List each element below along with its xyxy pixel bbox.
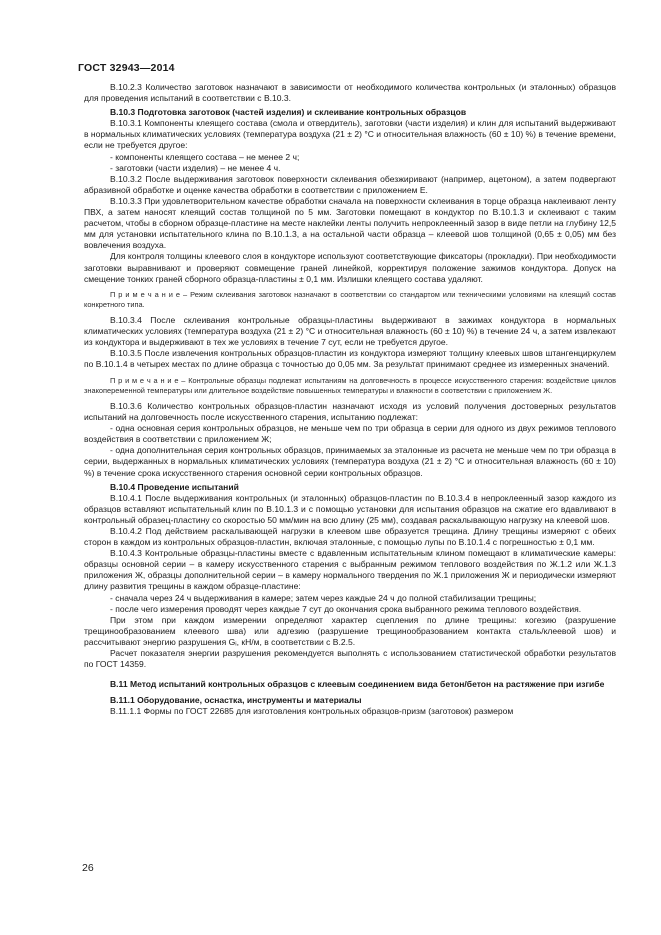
heading-b-11-1: В.11.1 Оборудование, оснастка, инструменты и материалы: [110, 695, 362, 706]
page-number: 26: [82, 862, 94, 874]
document-body: [84, 82, 616, 718]
list-item-additional-series: - одна дополнительная серия контрольных образцов, принимаемых за эталонные из расчета не меньше чем по три образца в серии, выдержанных в нормальных климатических условиях (температура воздуха (21 ± 2) °С и относительная влажность (60 ± 10) %) в течение срока искусственного старения основной серии контрольных образцов.: [84, 445, 616, 478]
paragraph-b-10-3-4: В.10.3.4 После склеивания контрольные образцы-пластины выдерживают в зажимах кондуктора в нормальных климатических условиях (температура воздуха (21 ± 2) °С и относительная влажность (60 ± 10) %) в течение 24 ч, а затем извлекают из кондуктора и выдерживают в тех же условиях в течение 7 сут, если не требуется другое.: [84, 315, 616, 348]
list-item-blanks: - заготовки (части изделия) – не менее 4 ч.: [110, 162, 281, 173]
paragraph-adhesion-character: При этом при каждом измерении определяют характер сцепления по длине трещины: когезию (разрушение трещинообразованием клеевого шва) или адгезию (разрушение трещинообразованием контакта сталь/клеевой шов) и рассчитывают энергию разрушения Gᵢ, кН/м, в соответствии с В.2.5.: [84, 614, 616, 647]
paragraph-b-10-3-1: В.10.3.1 Компоненты клеящего состава (смола и отвердитель), заготовки (части изделия) и клин для испытаний выдерживают в нормальных климатических условиях (температура воздуха (21 ± 2) °С и относительная влажность (60 ± 10) %) в течение времени, если не требуется другое:: [84, 118, 616, 151]
paragraph-glue-thickness-control: Для контроля толщины клеевого слоя в кондукторе используют соответствующие фиксаторы (прокладки). При необходимости заготовки выравнивают и проверяют совмещение граней линейкой, корректируя положение зажимов кондуктора. Допуск на смещение тонких граней сборного образца-пластины ± 0,1 мм. Излишки клеящего состава удаляют.: [84, 251, 616, 284]
paragraph-b-10-4-3: В.10.4.3 Контрольные образцы-пластины вместе с вдавленным испытательным клином помещают в климатические камеры: образцы основной серии – в камеру искусственного старения с выбранным режимом теплового воздействия по Ж.1.2 или Ж.1.3 приложения Ж, образцы дополнительной серии – в камеру нормального твердения по Ж.1 приложения Ж и периодически измеряют длину развития трещины в каждом образце-пластине:: [84, 548, 616, 592]
paragraph-energy-calculation: Расчет показателя энергии разрушения рекомендуется выполнять с использованием статистической обработки результатов по ГОСТ 14359.: [84, 648, 616, 670]
list-item-adhesive-components: - компоненты клеящего состава – не менее 2 ч;: [110, 151, 300, 162]
note-gluing-mode: П р и м е ч а н и е – Режим склеивания заготовок назначают в соответствии со стандартом или техническими условиями на клеящий состав конкретного типа.: [84, 289, 616, 309]
document-header: ГОСТ 32943—2014: [78, 62, 175, 74]
heading-b-10-4: В.10.4 Проведение испытаний: [110, 481, 239, 492]
paragraph-b-10-3-6: В.10.3.6 Количество контрольных образцов-пластин назначают исходя из условий получения достоверных результатов испытаний на долговечность после искусственного старения, испытанию подлежат:: [84, 400, 616, 423]
paragraph-b-10-3-2: В.10.3.2 После выдерживания заготовок поверхности склеивания обезжиривают (например, ацетоном), а затем подвергают абразивной обработке и оценке качества обработки в соответствии с приложением Е.: [84, 173, 616, 195]
section-heading-b-11: В.11 Метод испытаний контрольных образцов с клеевым соединением вида бетон/бетон на растяжение при изгибе: [110, 679, 605, 690]
paragraph-b-10-4-2: В.10.4.2 Под действием раскалывающей нагрузки в клеевом шве образуется трещина. Длину трещины измеряют с обеих сторон в каждом из контрольных образцов-пластин, включая эталонные, с помощью лупы по В.10.1.4 с погрешностью ± 0,1 мм.: [84, 526, 616, 548]
paragraph-b-10-2-3: В.10.2.3 Количество заготовок назначают в зависимости от необходимого количества контрольных (и эталонных) образцов для проведения испытаний в соответствии с В.10.3.: [84, 82, 616, 104]
heading-b-10-3: В.10.3 Подготовка заготовок (частей изделия) и склеивание контрольных образцов: [110, 107, 467, 118]
note-durability-testing: П р и м е ч а н и е – Контрольные образцы подлежат испытаниям на долговечность в процессе искусственного старения: воздействие циклов знакопеременной температуры или длительное воздействие повышенных температуры и влажности в соответствии с приложением Ж.: [84, 375, 616, 395]
list-item-first-24h: - сначала через 24 ч выдерживания в камере; затем через каждые 24 ч до полной стабилизации трещины;: [110, 592, 537, 603]
list-item-main-series: - одна основная серия контрольных образцов, не меньше чем по три образца в серии для одного из двух режимов теплового воздействия в соответствии с приложением Ж;: [84, 423, 616, 445]
list-item-every-7-days: - после чего измерения проводят через каждые 7 сут до окончания срока выбранного режима теплового воздействия.: [110, 603, 582, 614]
paragraph-b-10-3-5: В.10.3.5 После извлечения контрольных образцов-пластин из кондуктора измеряют толщину клеевых швов штангенциркулем по В.10.1.4 в четырех местах по длине образца с точностью до 0,05 мм. За результат принимают среднее из измеренных значений.: [84, 348, 616, 370]
paragraph-b-11-1-1: В.11.1.1 Формы по ГОСТ 22685 для изготовления контрольных образцов-призм (заготовок) размером: [110, 706, 514, 717]
paragraph-b-10-4-1: В.10.4.1 После выдерживания контрольных (и эталонных) образцов-пластин по В.10.3.4 в непроклеенный зазор каждого из образцов вставляют испытательный клин по В.10.1.3 и с помощью установки для испытания образцов на сжатие его вдавливают в контрольный образец-пластину со скоростью 50 мм/мин на всю длину (25 мм), создавая раскалывающую нагрузку на клеевой шов.: [84, 492, 616, 525]
paragraph-b-10-3-3: В.10.3.3 При удовлетворительном качестве обработки сначала на поверхности склеивания в торце образца наклеивают ленту ПВХ, а затем наносят клеящий состав толщиной по 5 мм. Заготовки помещают в кондуктор по В.10.1.3 и склеивают с таким расчетом, чтобы в сборном образце-пластине на месте наклейки ленты получить непроклеенный зазор в виде петли на глубину 12,5 мм для установки испытательного клина по В.10.1.3, а на остальной части образца – клеевой шов толщиной (0,65 ± 0,05) мм без вовлечения воздуха.: [84, 195, 616, 251]
